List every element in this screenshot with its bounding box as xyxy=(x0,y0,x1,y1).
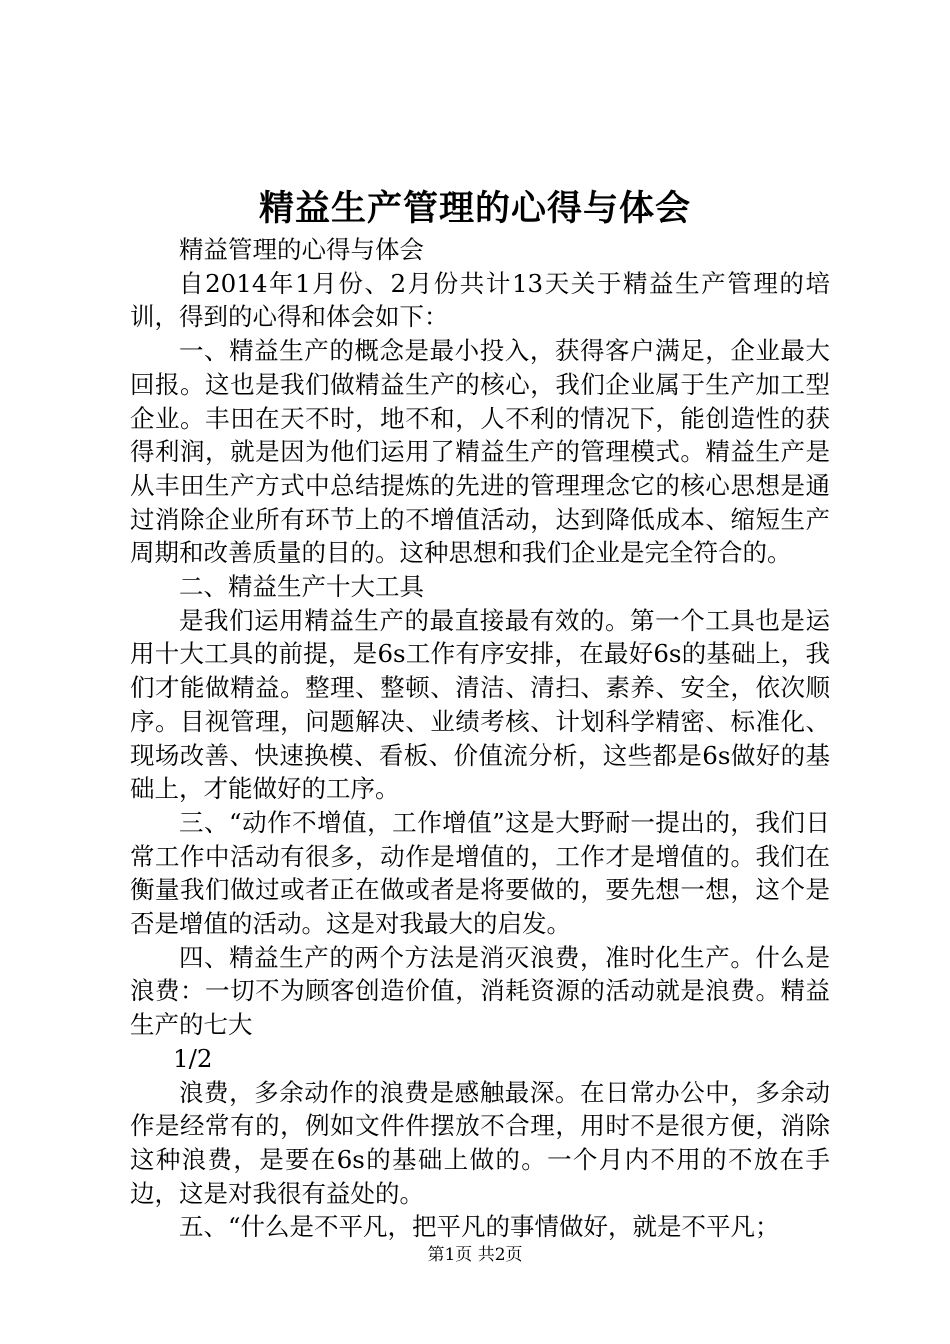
waste-paragraph: 浪费，多余动作的浪费是感触最深。在日常办公中，多余动作是经常有的，例如文件件摆放不合理，用时不是很方便，消除这种浪费，是要在6s的基础上做的。一个月内不用的不放在手边，这是对我很有益处的。 xyxy=(130,1077,830,1208)
section-five-paragraph: 五、“什么是不平凡，把平凡的事情做好，就是不平凡； xyxy=(179,1212,780,1242)
section-two-heading: 二、精益生产十大工具 xyxy=(179,572,424,602)
section-three-paragraph: 三、“动作不增值，工作增值”这是大野耐一提出的，我们日常工作中活动有很多，动作是增值的，工作才是增值的。我们在衡量我们做过或者正在做或者是将要做的，要先想一想，这个是否是增值的活动。这是对我最大的启发。 xyxy=(130,807,830,939)
subtitle-paragraph: 精益管理的心得与体会 xyxy=(179,235,424,264)
page-footer: 第1页 共2页 xyxy=(427,1245,523,1265)
inline-page-marker: 1/2 xyxy=(173,1043,213,1073)
intro-paragraph: 自2014年1月份、2月份共计13天关于精益生产管理的培训，得到的心得和体会如下： xyxy=(130,268,830,332)
document-title: 精益生产管理的心得与体会 xyxy=(258,188,691,229)
section-one-paragraph: 一、精益生产的概念是最小投入，获得客户满足，企业最大回报。这也是我们做精益生产的核心，我们企业属于生产加工型企业。丰田在天不时，地不和，人不利的情况下，能创造性的获得利润，就是因为他们运用了精益生产的管理模式。精益生产是从丰田生产方式中总结提炼的先进的管理理念它的核心思想是通过消除企业所有环节上的不增值活动，达到降低成本、缩短生产周期和改善质量的目的。这种思想和我们企业是完全符合的。 xyxy=(130,336,830,568)
document-body xyxy=(130,233,830,1244)
section-two-paragraph: 是我们运用精益生产的最直接最有效的。第一个工具也是运用十大工具的前提，是6s工作有序安排，在最好6s的基础上，我们才能做精益。整理、整顿、清洁、清扫、素养、安全，依次顺序。目视管理，问题解决、业绩考核、计划科学精密、标准化、现场改善、快速换模、看板、价值流分析，这些都是6s做好的基础上，才能做好的工序。 xyxy=(130,605,830,804)
section-four-paragraph: 四、精益生产的两个方法是消灭浪费，准时化生产。什么是浪费：一切不为顾客创造价值，消耗资源的活动就是浪费。精益生产的七大 xyxy=(130,942,830,1040)
